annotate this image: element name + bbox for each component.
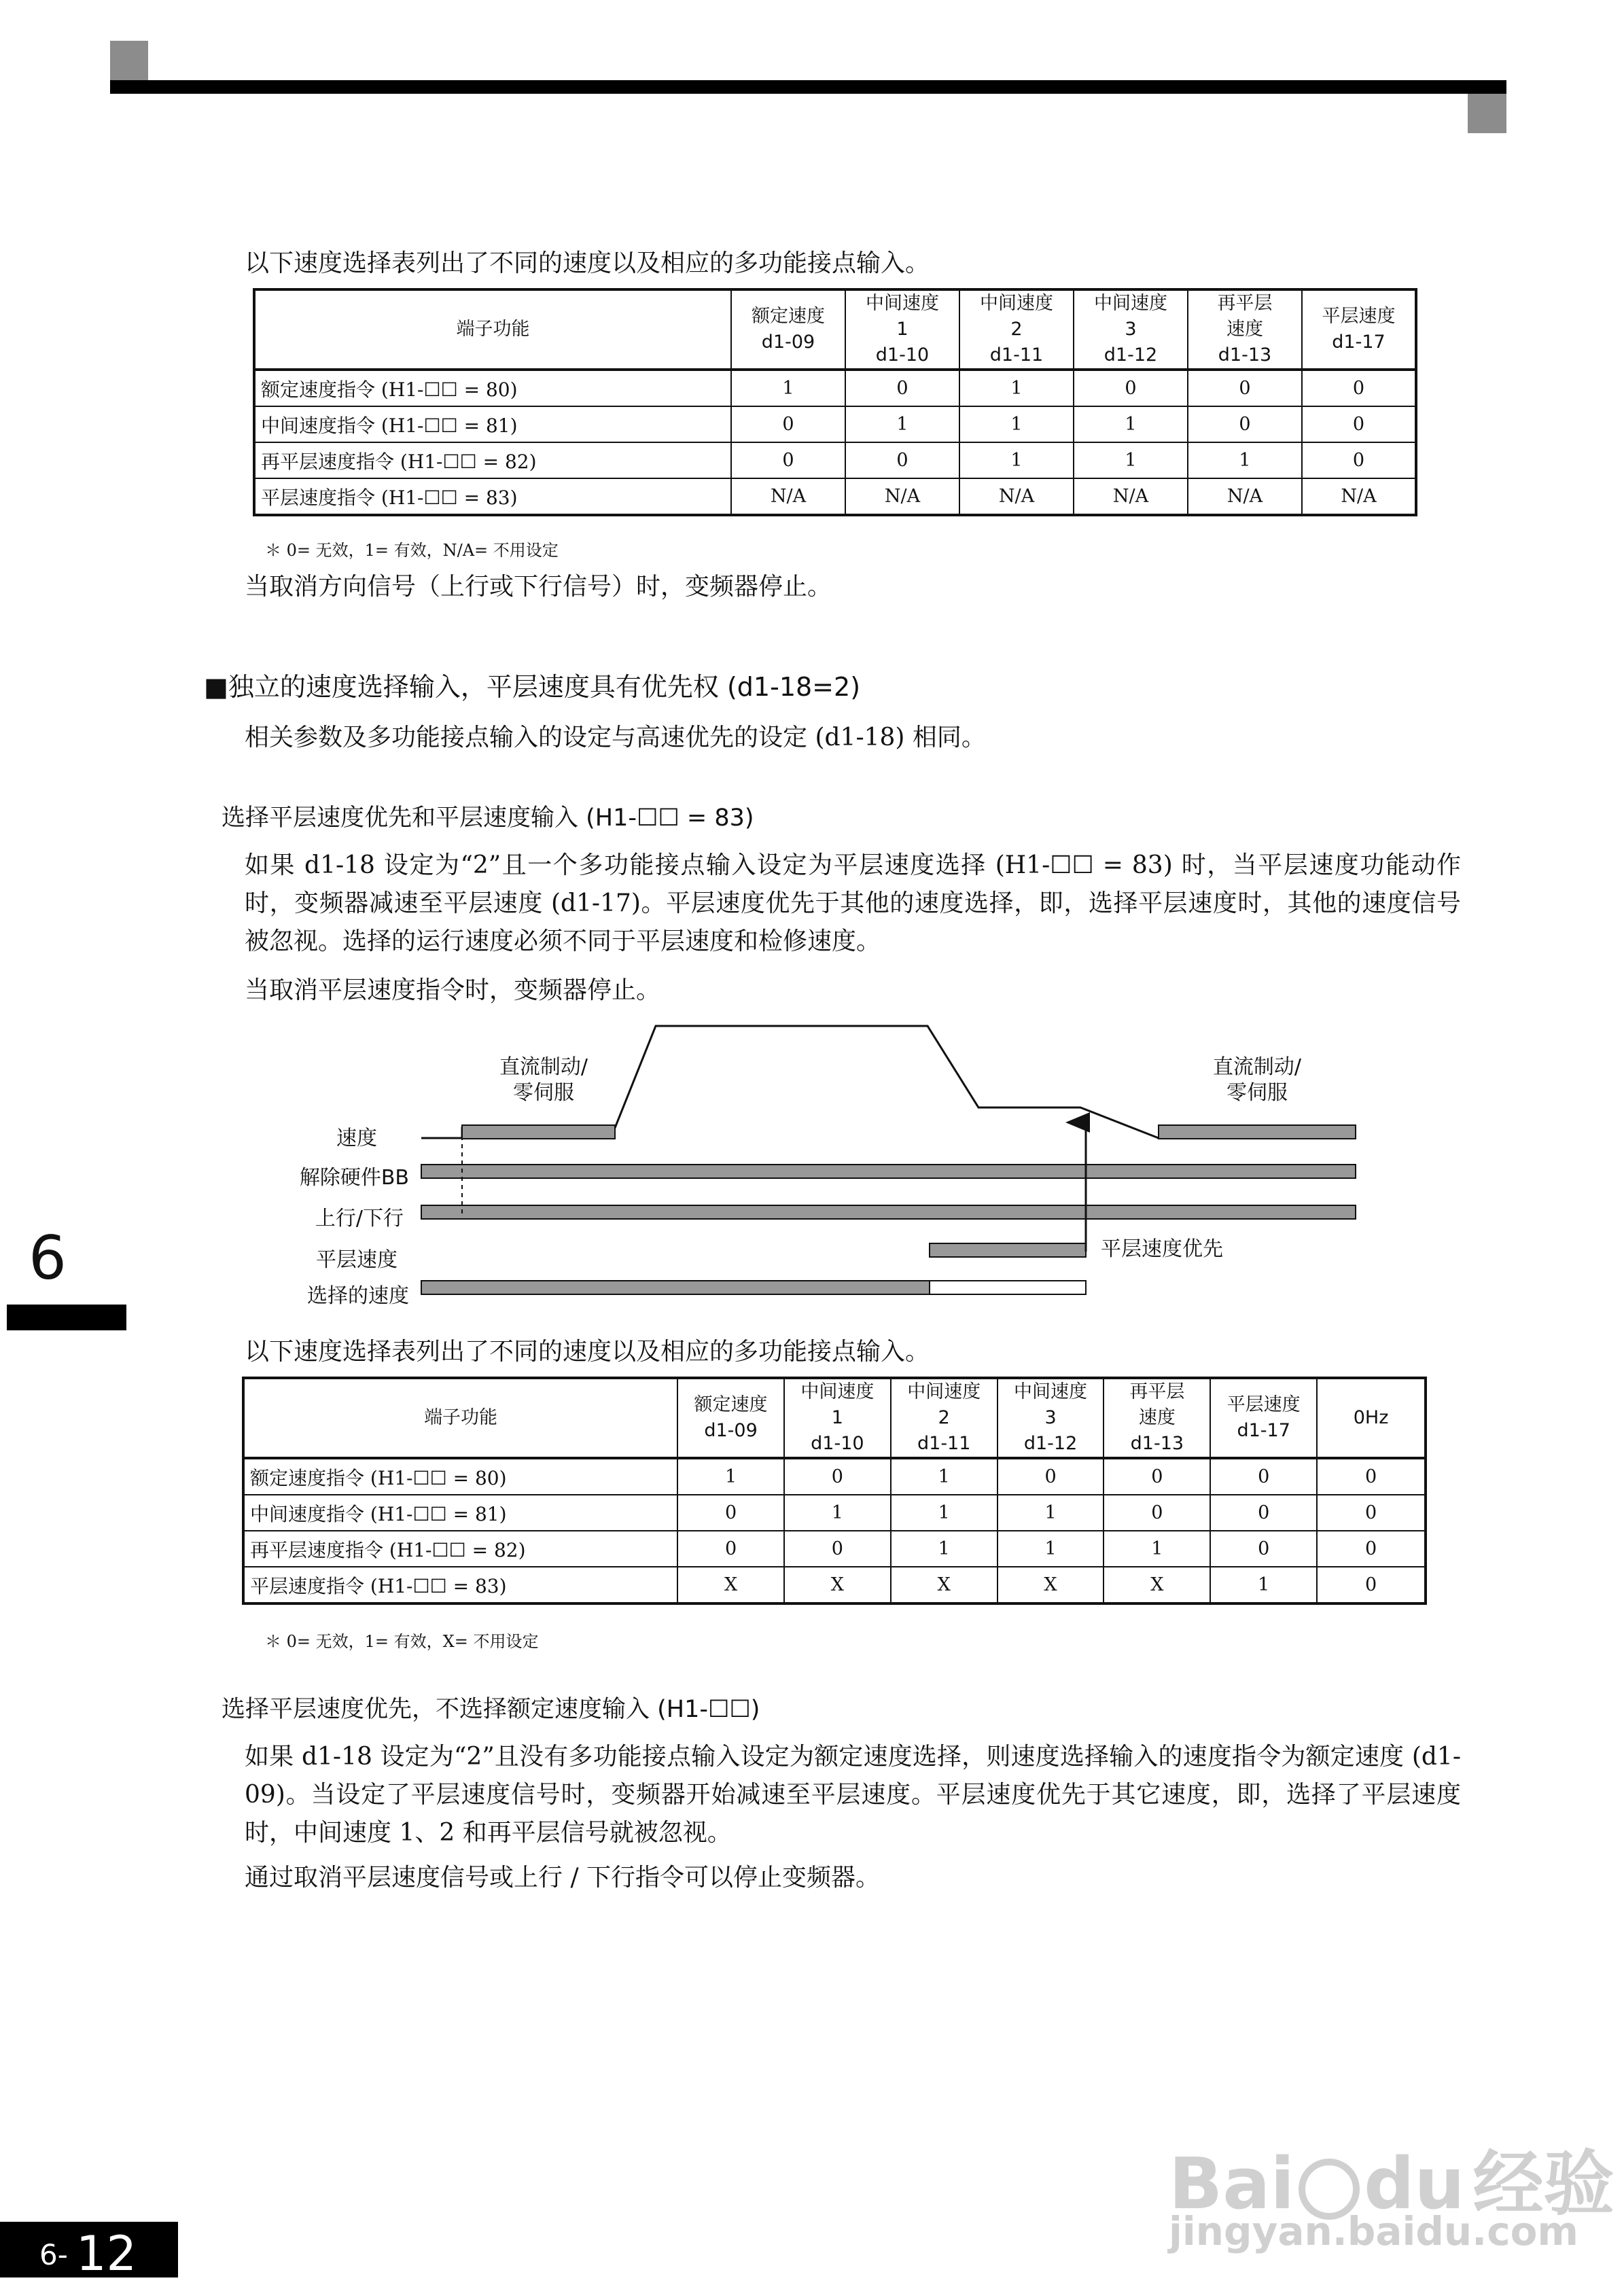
table-cell: 1 [784, 1495, 891, 1531]
table-cell: N/A [959, 478, 1074, 515]
table-row [254, 478, 1416, 515]
table-cell: 0 [1302, 406, 1416, 442]
timing-diagram [0, 1006, 1624, 1318]
watermark-brand: Bai [1169, 2142, 1295, 2225]
column-header-7: 0Hz [1317, 1378, 1426, 1458]
row-label: 再平层速度指令 (H1-☐☐ = 82) [254, 442, 731, 478]
stop-text-1: 当取消方向信号（上行或下行信号）时，变频器停止。 [245, 573, 832, 601]
leveling-priority-annotation: 平层速度优先 [1101, 1237, 1223, 1261]
row-label: 平层速度指令 (H1-☐☐ = 83) [243, 1567, 677, 1603]
column-header-4: 中间速度 3 d1-12 [998, 1378, 1104, 1458]
watermark-brand2: du [1364, 2142, 1465, 2225]
table-cell: 0 [1210, 1458, 1317, 1495]
table-cell: 1 [1074, 442, 1188, 478]
table-cell: N/A [1074, 478, 1188, 515]
table-cell: 1 [959, 370, 1074, 406]
column-header-1: 额定速度 d1-09 [677, 1378, 784, 1458]
table-cell: 0 [845, 370, 959, 406]
header-rule [110, 80, 1506, 94]
table-cell: 0 [1104, 1458, 1210, 1495]
intro-text-1: 以下速度选择表列出了不同的速度以及相应的多功能接点输入。 [245, 249, 930, 277]
table-cell: 1 [998, 1531, 1104, 1567]
table-header-row [254, 289, 1416, 370]
table-cell: N/A [1302, 478, 1416, 515]
sub1-heading: 选择平层速度优先和平层速度输入 (H1-☐☐ = 83) [222, 804, 754, 832]
table-cell: 0 [1317, 1495, 1426, 1531]
table-cell: X [784, 1567, 891, 1603]
table-cell: 1 [731, 370, 845, 406]
table-cell: 0 [784, 1458, 891, 1495]
table-cell: N/A [845, 478, 959, 515]
column-header-3: 中间速度 2 d1-11 [959, 289, 1074, 370]
table-cell: 1 [891, 1458, 998, 1495]
table-cell: 0 [1317, 1458, 1426, 1495]
row-label: 中间速度指令 (H1-☐☐ = 81) [254, 406, 731, 442]
table-cell: 1 [998, 1495, 1104, 1531]
table-row [243, 1458, 1426, 1495]
table-cell: 1 [959, 406, 1074, 442]
selected-speed-bar-leveling [930, 1281, 1086, 1294]
table-cell: 1 [845, 406, 959, 442]
column-header-terminal-function: 端子功能 [254, 289, 731, 370]
watermark-url: jingyan.baidu.com [1169, 2208, 1578, 2254]
row-label: 中间速度指令 (H1-☐☐ = 81) [243, 1495, 677, 1531]
table-cell: 1 [1188, 442, 1302, 478]
speed-select-table-2 [242, 1377, 1427, 1605]
dc-brake-left-line1: 直流制动/ [499, 1055, 588, 1079]
table-row [243, 1567, 1426, 1603]
section-para: 相关参数及多功能接点输入的设定与高速优先的设定 (d1-18) 相同。 [245, 724, 986, 751]
table-row [254, 406, 1416, 442]
row-label: 额定速度指令 (H1-☐☐ = 80) [243, 1458, 677, 1495]
sub1-para: 如果 d1-18 设定为“2”且一个多功能接点输入设定为平层速度选择 (H1-☐☐ = 83) 时，当平层速度功能动作时，变频器减速至平层速度 (d1-17)。平层速度优先于其他的速度选择，即，选择平层速度时，其他的速度信号被忽视。选择的运行速度必须不同于平层速度和检修速度。 [245, 851, 1461, 955]
label-leveling-speed: 平层速度 [316, 1248, 398, 1272]
dc-brake-right-line1: 直流制动/ [1212, 1055, 1302, 1079]
table-cell: X [677, 1567, 784, 1603]
table-cell: 0 [1302, 370, 1416, 406]
sub2-heading: 选择平层速度优先，不选择额定速度输入 (H1-☐☐) [222, 1696, 760, 1723]
column-header-5: 再平层 速度 d1-13 [1104, 1378, 1210, 1458]
table-cell: 0 [998, 1458, 1104, 1495]
row-label: 平层速度指令 (H1-☐☐ = 83) [254, 478, 731, 515]
table-cell: 0 [677, 1495, 784, 1531]
selected-speed-bar [421, 1281, 930, 1294]
label-speed: 速度 [336, 1127, 377, 1150]
page-number: 12 [76, 2226, 137, 2282]
column-header-2: 中间速度 1 d1-10 [784, 1378, 891, 1458]
sub2-stop: 通过取消平层速度信号或上行 / 下行指令可以停止变频器。 [245, 1864, 881, 1892]
table-row [243, 1531, 1426, 1567]
intro-text-2: 以下速度选择表列出了不同的速度以及相应的多功能接点输入。 [245, 1338, 930, 1366]
column-header-1: 额定速度 d1-09 [731, 289, 845, 370]
table-cell: 1 [1104, 1531, 1210, 1567]
column-header-4: 中间速度 3 d1-12 [1074, 289, 1188, 370]
table-cell: 0 [1188, 370, 1302, 406]
table-header-row [243, 1378, 1426, 1458]
page-prefix: 6- [39, 2238, 68, 2271]
table-cell: 1 [891, 1495, 998, 1531]
table2-note: ＊ 0= 无效，1= 有效，X= 不用设定 [265, 1632, 539, 1651]
dc-brake-right-line2: 零伺服 [1226, 1081, 1288, 1105]
label-bb-release: 解除硬件BB [299, 1166, 409, 1190]
table-cell: 0 [1104, 1495, 1210, 1531]
table-cell: 0 [731, 442, 845, 478]
table-cell: 0 [1317, 1567, 1426, 1603]
table-cell: 1 [677, 1458, 784, 1495]
table-row [254, 442, 1416, 478]
table-cell: 0 [1188, 406, 1302, 442]
column-header-5: 再平层 速度 d1-13 [1188, 289, 1302, 370]
column-header-6: 平层速度 d1-17 [1302, 289, 1416, 370]
column-header-3: 中间速度 2 d1-11 [891, 1378, 998, 1458]
table-cell: X [998, 1567, 1104, 1603]
table-cell: 0 [845, 442, 959, 478]
row-label: 额定速度指令 (H1-☐☐ = 80) [254, 370, 731, 406]
dc-brake-bar-left [462, 1125, 615, 1139]
table-cell: 1 [891, 1531, 998, 1567]
dc-brake-bar-right [1159, 1125, 1356, 1139]
column-header-6: 平层速度 d1-17 [1210, 1378, 1317, 1458]
table-cell: 0 [1210, 1531, 1317, 1567]
table-cell: 0 [784, 1531, 891, 1567]
table-cell: 0 [1302, 442, 1416, 478]
column-header-2: 中间速度 1 d1-10 [845, 289, 959, 370]
row-label: 再平层速度指令 (H1-☐☐ = 82) [243, 1531, 677, 1567]
table-cell: X [891, 1567, 998, 1603]
leveling-speed-bar [930, 1243, 1086, 1257]
speed-select-table-1 [253, 288, 1417, 516]
table-cell: 1 [959, 442, 1074, 478]
table-cell: 0 [1074, 370, 1188, 406]
table-cell: 0 [1317, 1531, 1426, 1567]
sub2-para: 如果 d1-18 设定为“2”且没有多功能接点输入设定为额定速度选择，则速度选择输入的速度指令为额定速度 (d1-09)。当设定了平层速度信号时，变频器开始减速至平层速度。平层速度优先于其它速度，即，选择了平层速度时，中间速度 1、2 和再平层信号就被忽视。 [245, 1743, 1461, 1847]
table-row [243, 1495, 1426, 1531]
table-cell: 0 [731, 406, 845, 442]
table-cell: X [1104, 1567, 1210, 1603]
label-selected-speed: 选择的速度 [307, 1284, 409, 1308]
column-header-terminal-function: 端子功能 [243, 1378, 677, 1458]
page-number-box [0, 2222, 178, 2282]
table-cell: N/A [1188, 478, 1302, 515]
table-row [254, 370, 1416, 406]
dc-brake-left-line2: 零伺服 [513, 1081, 574, 1105]
table-cell: 0 [677, 1531, 784, 1567]
watermark-cn: 经验 [1472, 2142, 1614, 2225]
chapter-number: 6 [29, 1223, 67, 1293]
label-up-down: 上行/下行 [315, 1207, 404, 1230]
table-cell: N/A [731, 478, 845, 515]
table-cell: 0 [1210, 1495, 1317, 1531]
table1-note: ＊ 0= 无效，1= 有效，N/A= 不用设定 [265, 541, 559, 560]
table-cell: 1 [1074, 406, 1188, 442]
sub1-stop: 当取消平层速度指令时，变频器停止。 [245, 976, 661, 1004]
table-cell: 1 [1210, 1567, 1317, 1603]
chapter-bar [7, 1305, 126, 1330]
header-square-right [1468, 94, 1506, 133]
section-heading: ■独立的速度选择输入，平层速度具有优先权 (d1-18=2) [204, 672, 861, 702]
bb-release-bar [421, 1165, 1356, 1178]
header-square-left [110, 41, 148, 80]
up-down-bar [421, 1205, 1356, 1219]
